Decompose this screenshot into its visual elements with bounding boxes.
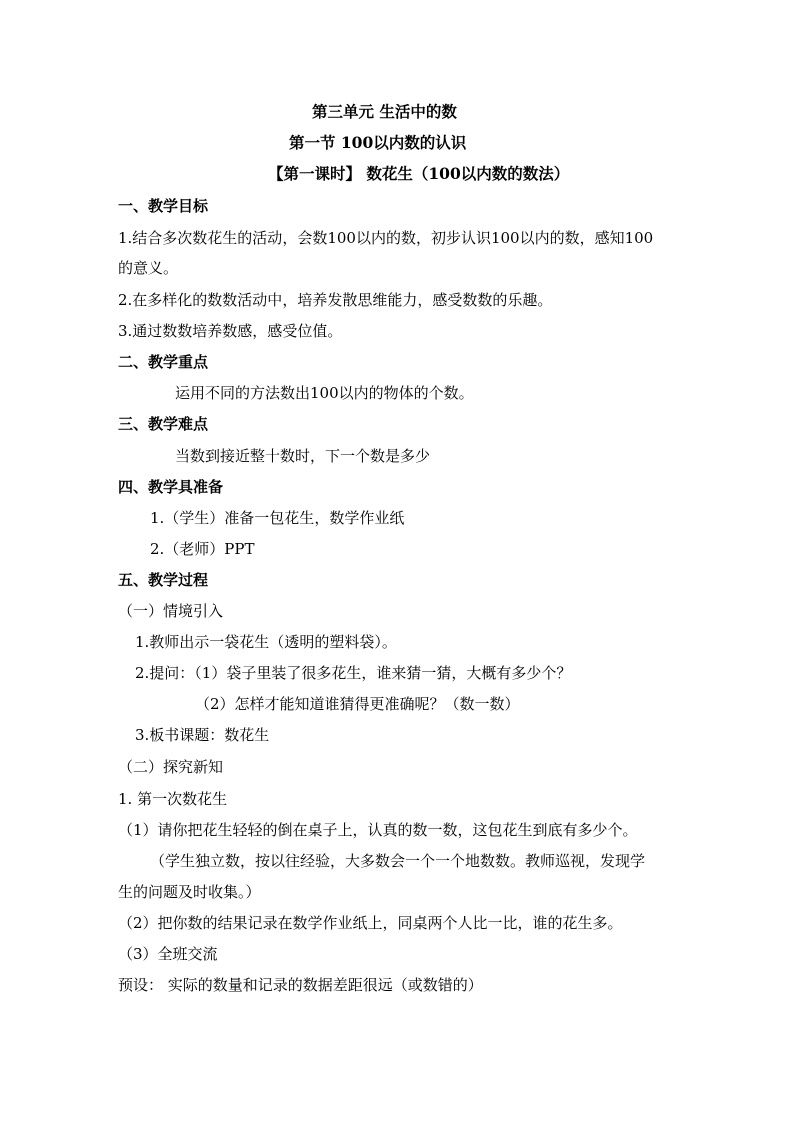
process-line: （2）怎样才能知道谁猜得更准确呢？（数一数）	[195, 695, 520, 713]
process-line: 1.教师出示一袋花生（透明的塑料袋）。	[135, 633, 397, 651]
prep-item: 2.（老师）PPT	[150, 540, 255, 558]
process-line: （二）探究新知	[118, 758, 224, 776]
process-line: （学生独立数，按以往经验，大多数会一个一个地数数。教师巡视，发现学	[150, 852, 646, 870]
unit-title: 第三单元 生活中的数	[312, 102, 457, 121]
difficulty-heading: 三、教学难点	[118, 415, 209, 433]
goals-item: 的意义。	[118, 259, 179, 277]
goals-item: 1.结合多次数花生的活动，会数100以内的数，初步认识100以内的数，感知100	[118, 229, 654, 247]
process-line: （3）全班交流	[118, 945, 218, 963]
goals-item: 2.在多样化的数数活动中，培养发散思维能力，感受数数的乐趣。	[118, 291, 553, 309]
focus-heading: 二、教学重点	[118, 353, 209, 371]
focus-text: 运用不同的方法数出100以内的物体的个数。	[175, 384, 474, 402]
process-line: 3.板书课题：数花生	[135, 726, 270, 744]
difficulty-text: 当数到接近整十数时，下一个数是多少	[175, 447, 431, 465]
prep-item: 1.（学生）准备一包花生，数学作业纸	[150, 509, 405, 527]
prep-heading: 四、教学具准备	[118, 478, 224, 496]
process-line: 1. 第一次数花生	[118, 790, 228, 808]
goals-heading: 一、教学目标	[118, 197, 209, 215]
process-heading: 五、教学过程	[118, 571, 209, 589]
process-line: （1）请你把花生轻轻的倒在桌子上，认真的数一数，这包花生到底有多少个。	[118, 821, 638, 839]
process-line: 2.提问：（1）袋子里装了很多花生，谁来猜一猜，大概有多少个？	[135, 664, 572, 682]
process-line: （2）把你数的结果记录在数学作业纸上，同桌两个人比一比，谁的花生多。	[118, 914, 623, 932]
goals-item: 3.通过数数培养数感，感受位值。	[118, 322, 343, 340]
process-line: （一）情境引入	[118, 602, 224, 620]
section-title: 第一节 100以内数的认识	[289, 133, 467, 152]
lesson-title: 【第一课时】 数花生（100以内数的数法）	[268, 164, 570, 183]
process-line: 预设： 实际的数量和记录的数据差距很远（或数错的）	[118, 976, 483, 994]
process-line: 生的问题及时收集。）	[118, 883, 261, 901]
